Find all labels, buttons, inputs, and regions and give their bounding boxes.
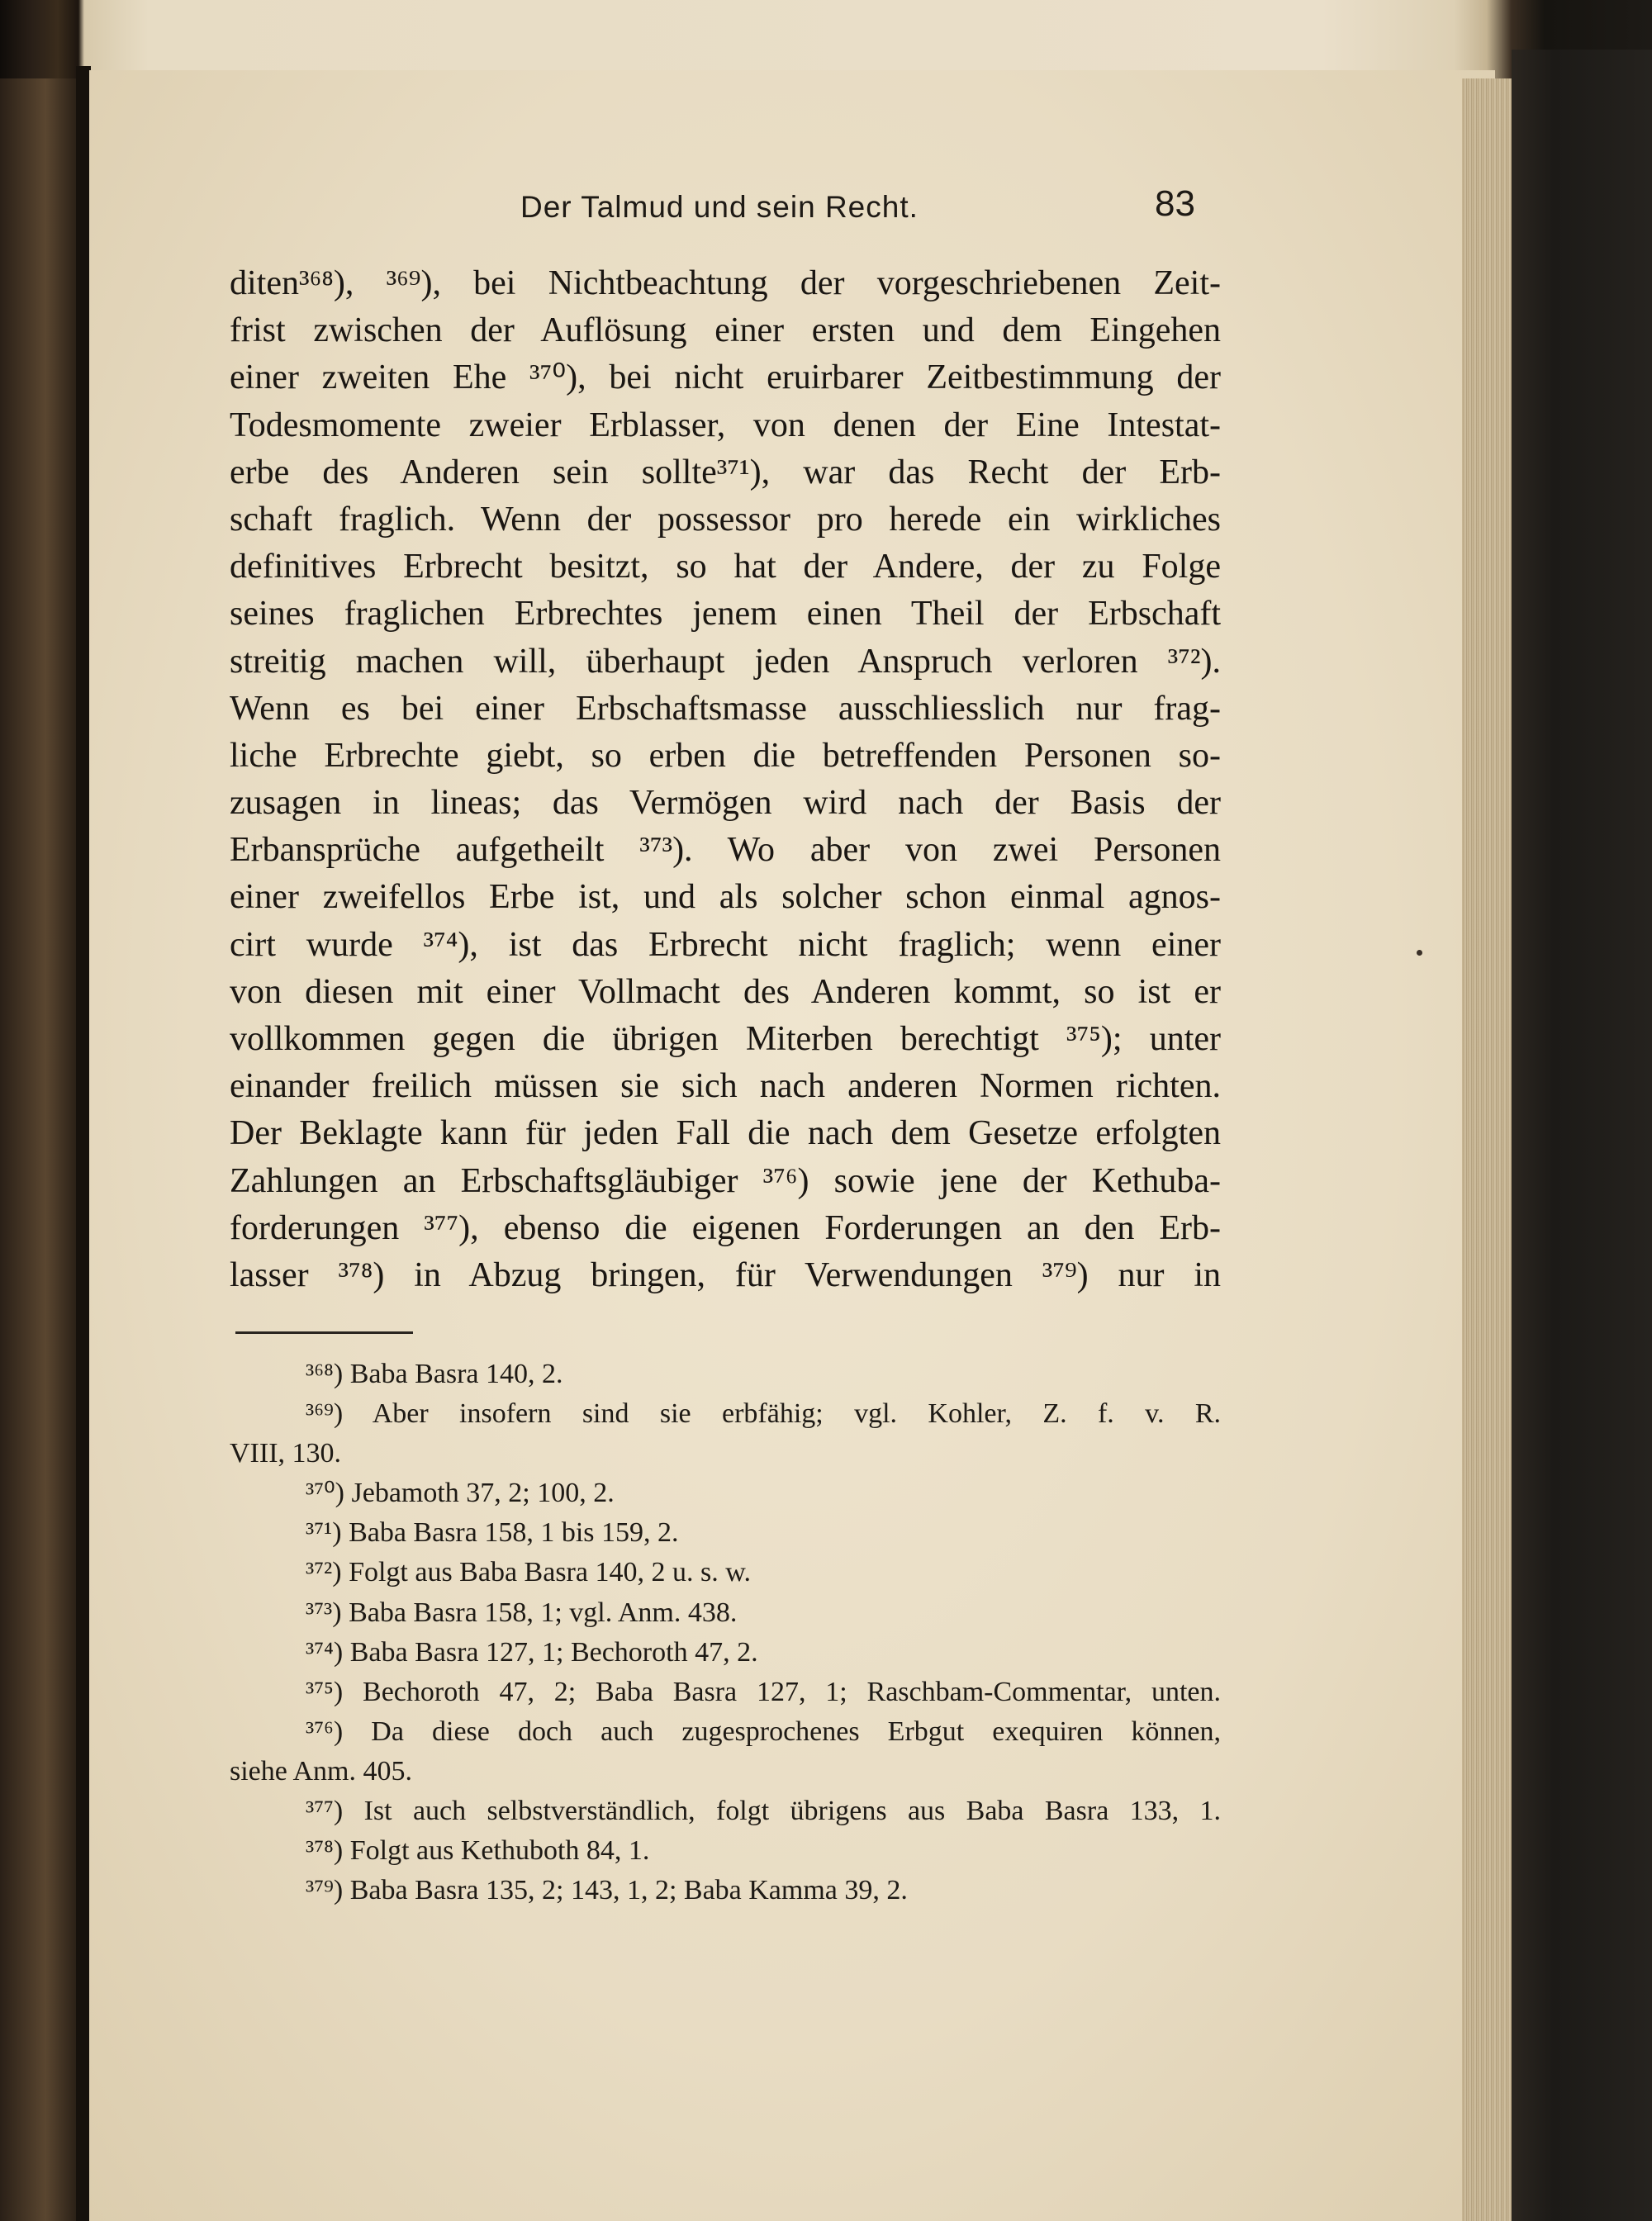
text-line: frist zwischen der Auflösung einer ersten und dem Eingehen — [230, 311, 1221, 350]
text-line: Wenn es bei einer Erbschaftsmasse ausschliesslich nur frag- — [230, 689, 1221, 728]
text-line: liche Erbrechte giebt, so erben die betreffenden Personen so- — [230, 736, 1221, 775]
body-text — [230, 260, 1221, 1299]
text-line: seines fraglichen Erbrechtes jenem einen Theil der Erbschaft — [230, 595, 1221, 634]
ink-speck — [1417, 950, 1422, 956]
text-line: von diesen mit einer Vollmacht des Anderen kommt, so ist er — [230, 972, 1221, 1011]
text-line: diten³⁶⁸), ³⁶⁹), bei Nichtbeachtung der vorgeschriebenen Zeit- — [230, 264, 1221, 302]
footnote: ³⁷⁹) Baba Basra 135, 2; 143, 1, 2; Baba Kamma 39, 2. — [306, 1875, 908, 1906]
footnote-continuation: siehe Anm. 405. — [230, 1755, 412, 1787]
running-header: Der Talmud und sein Recht. — [520, 190, 919, 224]
text-line: erbe des Anderen sein sollte³⁷¹), war das Recht der Erb- — [230, 453, 1221, 491]
footnote: ³⁷⁴) Baba Basra 127, 1; Bechoroth 47, 2. — [306, 1636, 758, 1668]
footnotes — [230, 1355, 1221, 1910]
text-line: Todesmomente zweier Erblasser, von denen der Eine Intestat- — [230, 406, 1221, 444]
text-line: schaft fraglich. Wenn der possessor pro herede ein wirkliches — [230, 500, 1221, 539]
text-line: einer zweifellos Erbe ist, und als solcher schon einmal agnos- — [230, 878, 1221, 917]
text-line: streitig machen will, überhaupt jeden Anspruch verloren ³⁷²). — [230, 642, 1221, 681]
text-line: forderungen ³⁷⁷), ebenso die eigenen Forderungen an den Erb- — [230, 1208, 1221, 1247]
footnote: ³⁷⁰) Jebamoth 37, 2; 100, 2. — [306, 1478, 615, 1509]
text-line: Zahlungen an Erbschaftsgläubiger ³⁷⁶) sowie jene der Kethuba- — [230, 1161, 1221, 1200]
text-line: definitives Erbrecht besitzt, so hat der Andere, der zu Folge — [230, 548, 1221, 586]
text-line: einer zweiten Ehe ³⁷⁰), bei nicht eruirbarer Zeitbestimmung der — [230, 358, 1221, 397]
page-edges — [1462, 78, 1512, 2221]
text-line: einander freilich müssen sie sich nach anderen Normen richten. — [230, 1067, 1221, 1106]
footnote: ³⁷³) Baba Basra 158, 1; vgl. Anm. 438. — [306, 1597, 738, 1628]
text-line: zusagen in lineas; das Vermögen wird nach der Basis der — [230, 784, 1221, 823]
text-line: cirt wurde ³⁷⁴), ist das Erbrecht nicht fraglich; wenn einer — [230, 925, 1221, 964]
footnote: ³⁷⁸) Folgt aus Kethuboth 84, 1. — [306, 1835, 650, 1867]
book-cover — [1512, 50, 1652, 2221]
footnote: ³⁷⁶) Da diese doch auch zugesprochenes Erbgut exequiren können, — [306, 1716, 1221, 1747]
footnote: ³⁶⁸) Baba Basra 140, 2. — [306, 1359, 563, 1389]
text-line: lasser ³⁷⁸) in Abzug bringen, für Verwendungen ³⁷⁹) nur in — [230, 1255, 1221, 1294]
text-line: Erbansprüche aufgetheilt ³⁷³). Wo aber von zwei Personen — [230, 831, 1221, 870]
footnote: ³⁷¹) Baba Basra 158, 1 bis 159, 2. — [306, 1517, 679, 1549]
footnote: ³⁷⁵) Bechoroth 47, 2; Baba Basra 127, 1; Raschbam-Commentar, unten. — [306, 1676, 1221, 1707]
footnote: ³⁶⁹) Aber insofern sind sie erbfähig; vgl. Kohler, Z. f. v. R. — [306, 1398, 1221, 1430]
footnote-continuation: VIII, 130. — [230, 1438, 342, 1469]
page-number: 83 — [1155, 183, 1195, 224]
footnote-separator — [235, 1331, 413, 1334]
footnote: ³⁷²) Folgt aus Baba Basra 140, 2 u. s. w. — [306, 1557, 752, 1588]
left-page-edge — [0, 78, 76, 2221]
text-line: vollkommen gegen die übrigen Miterben berechtigt ³⁷⁵); unter — [230, 1020, 1221, 1058]
text-line: Der Beklagte kann für jeden Fall die nach dem Gesetze erfolgten — [230, 1114, 1221, 1153]
footnote: ³⁷⁷) Ist auch selbstverständlich, folgt übrigens aus Baba Basra 133, 1. — [306, 1796, 1221, 1827]
